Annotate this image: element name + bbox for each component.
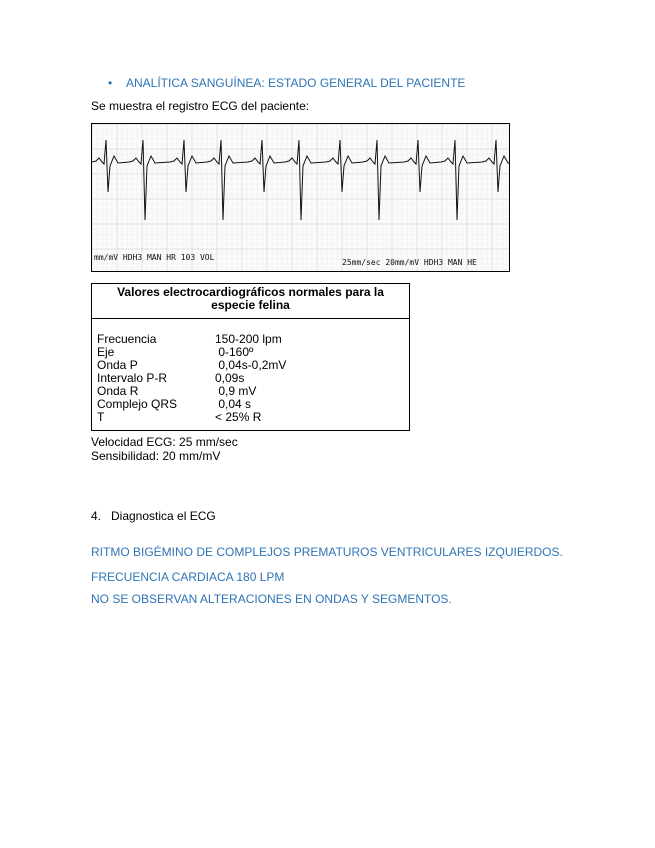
- row-label: Complejo QRS: [97, 397, 178, 411]
- intro-text: Se muestra el registro ECG del paciente:: [91, 99, 310, 113]
- question-number: 4.: [91, 509, 102, 523]
- row-label: Intervalo P-R: [97, 371, 168, 385]
- row-label: Onda P: [97, 358, 138, 372]
- table-row: [97, 411, 403, 424]
- ecg-speed: Velocidad ECG: 25 mm/sec: [91, 435, 238, 449]
- ecg-settings: [91, 435, 238, 463]
- row-label: Eje: [97, 345, 115, 359]
- row-label: T: [97, 410, 105, 424]
- row-label: Onda R: [97, 384, 139, 398]
- row-value: < 25% R: [215, 410, 262, 424]
- question-item: [91, 509, 216, 523]
- section-heading-text: ANALÍTICA SANGUÍNEA: ESTADO GENERAL DEL PACIENTE: [126, 76, 466, 90]
- answer-line-1: RITMO BIGÉMINO DE COMPLEJOS PREMATUROS VENTRICULARES IZQUIERDOS.: [91, 545, 563, 559]
- row-value: 0-160º: [215, 345, 254, 359]
- table-title: Valores electrocardiográficos normales para la especie felina: [92, 284, 410, 319]
- answer-line-3: NO SE OBSERVAN ALTERACIONES EN ONDAS Y SEGMENTOS.: [91, 592, 452, 606]
- table-body: [92, 319, 410, 431]
- row-value: 0,9 mV: [215, 384, 257, 398]
- ecg-sensitivity: Sensibilidad: 20 mm/mV: [91, 449, 221, 463]
- row-label: Frecuencia: [97, 332, 157, 346]
- section-heading: [108, 76, 465, 90]
- ecg-left-label: mm/mV HDH3 MAN HR 103 VOL: [94, 253, 215, 262]
- answer-line-2: FRECUENCIA CARDIACA 180 LPM: [91, 570, 285, 584]
- row-value: 0,04 s: [215, 397, 252, 411]
- reference-values-table: [91, 283, 410, 431]
- row-value: 0,09s: [215, 371, 245, 385]
- row-value: 0,04s-0,2mV: [215, 358, 287, 372]
- ecg-right-label: 25mm/sec 20mm/mV HDH3 MAN HE: [342, 258, 477, 267]
- row-value: 150-200 lpm: [215, 332, 282, 346]
- bullet-icon: •: [108, 76, 113, 90]
- question-text: Diagnostica el ECG: [111, 509, 216, 523]
- ecg-graph: [92, 124, 509, 271]
- ecg-strip: [91, 123, 510, 272]
- ecg-trace: [92, 140, 509, 220]
